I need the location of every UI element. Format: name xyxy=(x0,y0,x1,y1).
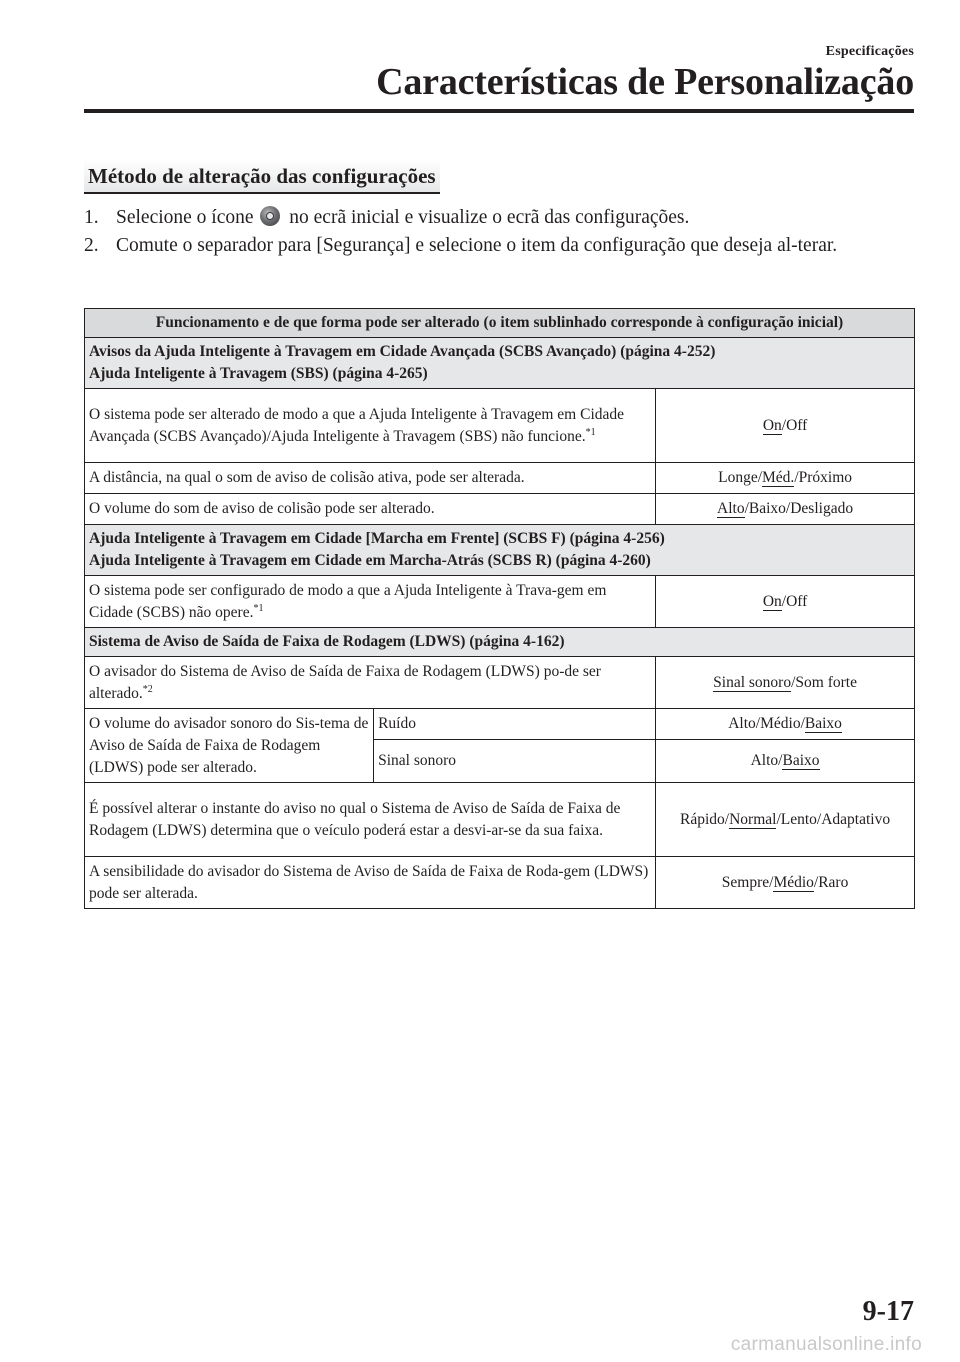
setting-options xyxy=(656,857,915,909)
default-option: Médio xyxy=(773,873,814,891)
other-options: /Próximo xyxy=(794,469,853,486)
table-row xyxy=(85,857,915,909)
step-text-part: Selecione o ícone xyxy=(116,207,254,228)
default-option: On xyxy=(762,416,782,434)
setting-description xyxy=(85,576,656,628)
step-number: 2. xyxy=(84,235,99,256)
description-text: O avisador do Sistema de Aviso de Saída de Faixa de Rodagem (LDWS) po-de ser alterado. xyxy=(89,662,601,702)
other-options: /Lento/Adaptativo xyxy=(776,810,891,828)
setting-options xyxy=(656,657,915,709)
default-option: Normal xyxy=(729,810,777,828)
group-title-line: Ajuda Inteligente à Travagem em Cidade [Marcha em Frente] (SCBS F) (página 4-256) xyxy=(89,530,665,547)
footnote-ref: *1 xyxy=(253,602,264,614)
sub-setting-label: Ruído xyxy=(374,709,656,740)
default-option: Alto xyxy=(717,500,745,517)
other-options: Sempre/ xyxy=(721,873,774,891)
group-title xyxy=(85,525,915,576)
description-text: O sistema pode ser configurado de modo a que a Ajuda Inteligente à Trava-gem em Cidade (SCBS) não opere. xyxy=(89,581,607,621)
group-title-line: Ajuda Inteligente à Travagem em Cidade em Marcha-Atrás (SCBS R) (página 4-260) xyxy=(89,552,651,569)
setting-options xyxy=(656,740,915,783)
header-rule xyxy=(84,109,914,113)
other-options: /Raro xyxy=(813,873,849,891)
table-row xyxy=(85,389,915,463)
page-title: Características de Personalização xyxy=(376,61,914,103)
setting-description: É possível alterar o instante do aviso no qual o Sistema de Aviso de Saída de Faixa de Rodagem (LDWS) determina que o veículo poderá estar a desvi-ar-se da sua faixa. xyxy=(85,783,656,857)
setting-description: O volume do som de aviso de colisão pode ser alterado. xyxy=(85,494,656,525)
step-text-part: no ecrã inicial e visualize o ecrã das configurações. xyxy=(289,207,690,228)
group-title-line: Avisos da Ajuda Inteligente à Travagem em Cidade Avançada (SCBS Avançado) (página 4-252) xyxy=(89,343,716,360)
table-row xyxy=(85,494,915,525)
setting-description: A sensibilidade do avisador do Sistema de Aviso de Saída de Faixa de Roda-gem (LDWS) pode ser alterada. xyxy=(85,857,656,909)
default-option: Baixo xyxy=(804,715,842,732)
setting-options xyxy=(656,494,915,525)
group-row xyxy=(85,628,915,657)
setting-description: O volume do avisador sonoro do Sis-tema de Aviso de Saída de Faixa de Rodagem (LDWS) pode ser alterado. xyxy=(85,709,374,783)
watermark: carmanualsonline.info xyxy=(730,1334,922,1355)
default-option: Méd. xyxy=(762,469,795,486)
table-header: Funcionamento e de que forma pode ser alterado (o item sublinhado corresponde à configuração inicial) xyxy=(85,309,915,338)
table-row xyxy=(85,463,915,494)
section-heading: Método de alteração das configurações xyxy=(84,160,440,194)
setting-options xyxy=(656,463,915,494)
group-row xyxy=(85,338,915,389)
setting-options xyxy=(656,576,915,628)
other-options: Alto/Médio/ xyxy=(728,715,805,732)
default-option: On xyxy=(762,592,782,610)
footnote-ref: *2 xyxy=(142,683,153,695)
footnote-ref: *1 xyxy=(585,426,596,438)
page-number: 9-17 xyxy=(862,1296,914,1327)
other-options: /Off xyxy=(781,592,808,610)
table-row xyxy=(85,576,915,628)
other-options: /Som forte xyxy=(791,673,857,691)
table-row xyxy=(85,657,915,709)
table-header-row xyxy=(85,309,915,338)
group-title xyxy=(85,338,915,389)
step-1 xyxy=(84,204,914,232)
default-option: Baixo xyxy=(782,752,820,769)
steps-list xyxy=(84,204,914,260)
other-options: Longe/ xyxy=(718,469,763,486)
group-row xyxy=(85,525,915,576)
setting-options xyxy=(656,783,915,857)
setting-options xyxy=(656,709,915,740)
settings-table xyxy=(84,308,915,909)
step-text xyxy=(116,204,914,232)
group-title xyxy=(85,628,915,657)
other-options: /Off xyxy=(781,416,808,434)
group-title-line: Ajuda Inteligente à Travagem (SBS) (página 4-265) xyxy=(89,365,428,382)
table-row xyxy=(85,783,915,857)
other-options: /Baixo/Desligado xyxy=(744,500,854,517)
table-row xyxy=(85,709,915,740)
step-number: 1. xyxy=(84,207,99,228)
section-label: Especificações xyxy=(825,44,914,59)
default-option: Sinal sonoro xyxy=(713,673,792,691)
other-options: Rápido/ xyxy=(680,810,730,828)
description-text: O sistema pode ser alterado de modo a que a Ajuda Inteligente à Travagem em Cidade Avançada (SCBS Avançado)/Ajuda Inteligente à Travagem (SBS) não funcione. xyxy=(89,405,625,445)
group-title-line: Sistema de Aviso de Saída de Faixa de Rodagem (LDWS) (página 4-162) xyxy=(89,633,565,650)
sub-setting-label: Sinal sonoro xyxy=(374,740,656,783)
step-text: Comute o separador para [Segurança] e selecione o item da configuração que deseja al-terar. xyxy=(116,235,838,256)
other-options: Alto/ xyxy=(750,752,783,769)
setting-description: A distância, na qual o som de aviso de colisão ativa, pode ser alterada. xyxy=(85,463,656,494)
settings-gear-icon xyxy=(260,206,280,226)
setting-description xyxy=(85,657,656,709)
setting-options xyxy=(656,389,915,463)
setting-description xyxy=(85,389,656,463)
step-2 xyxy=(84,232,914,260)
